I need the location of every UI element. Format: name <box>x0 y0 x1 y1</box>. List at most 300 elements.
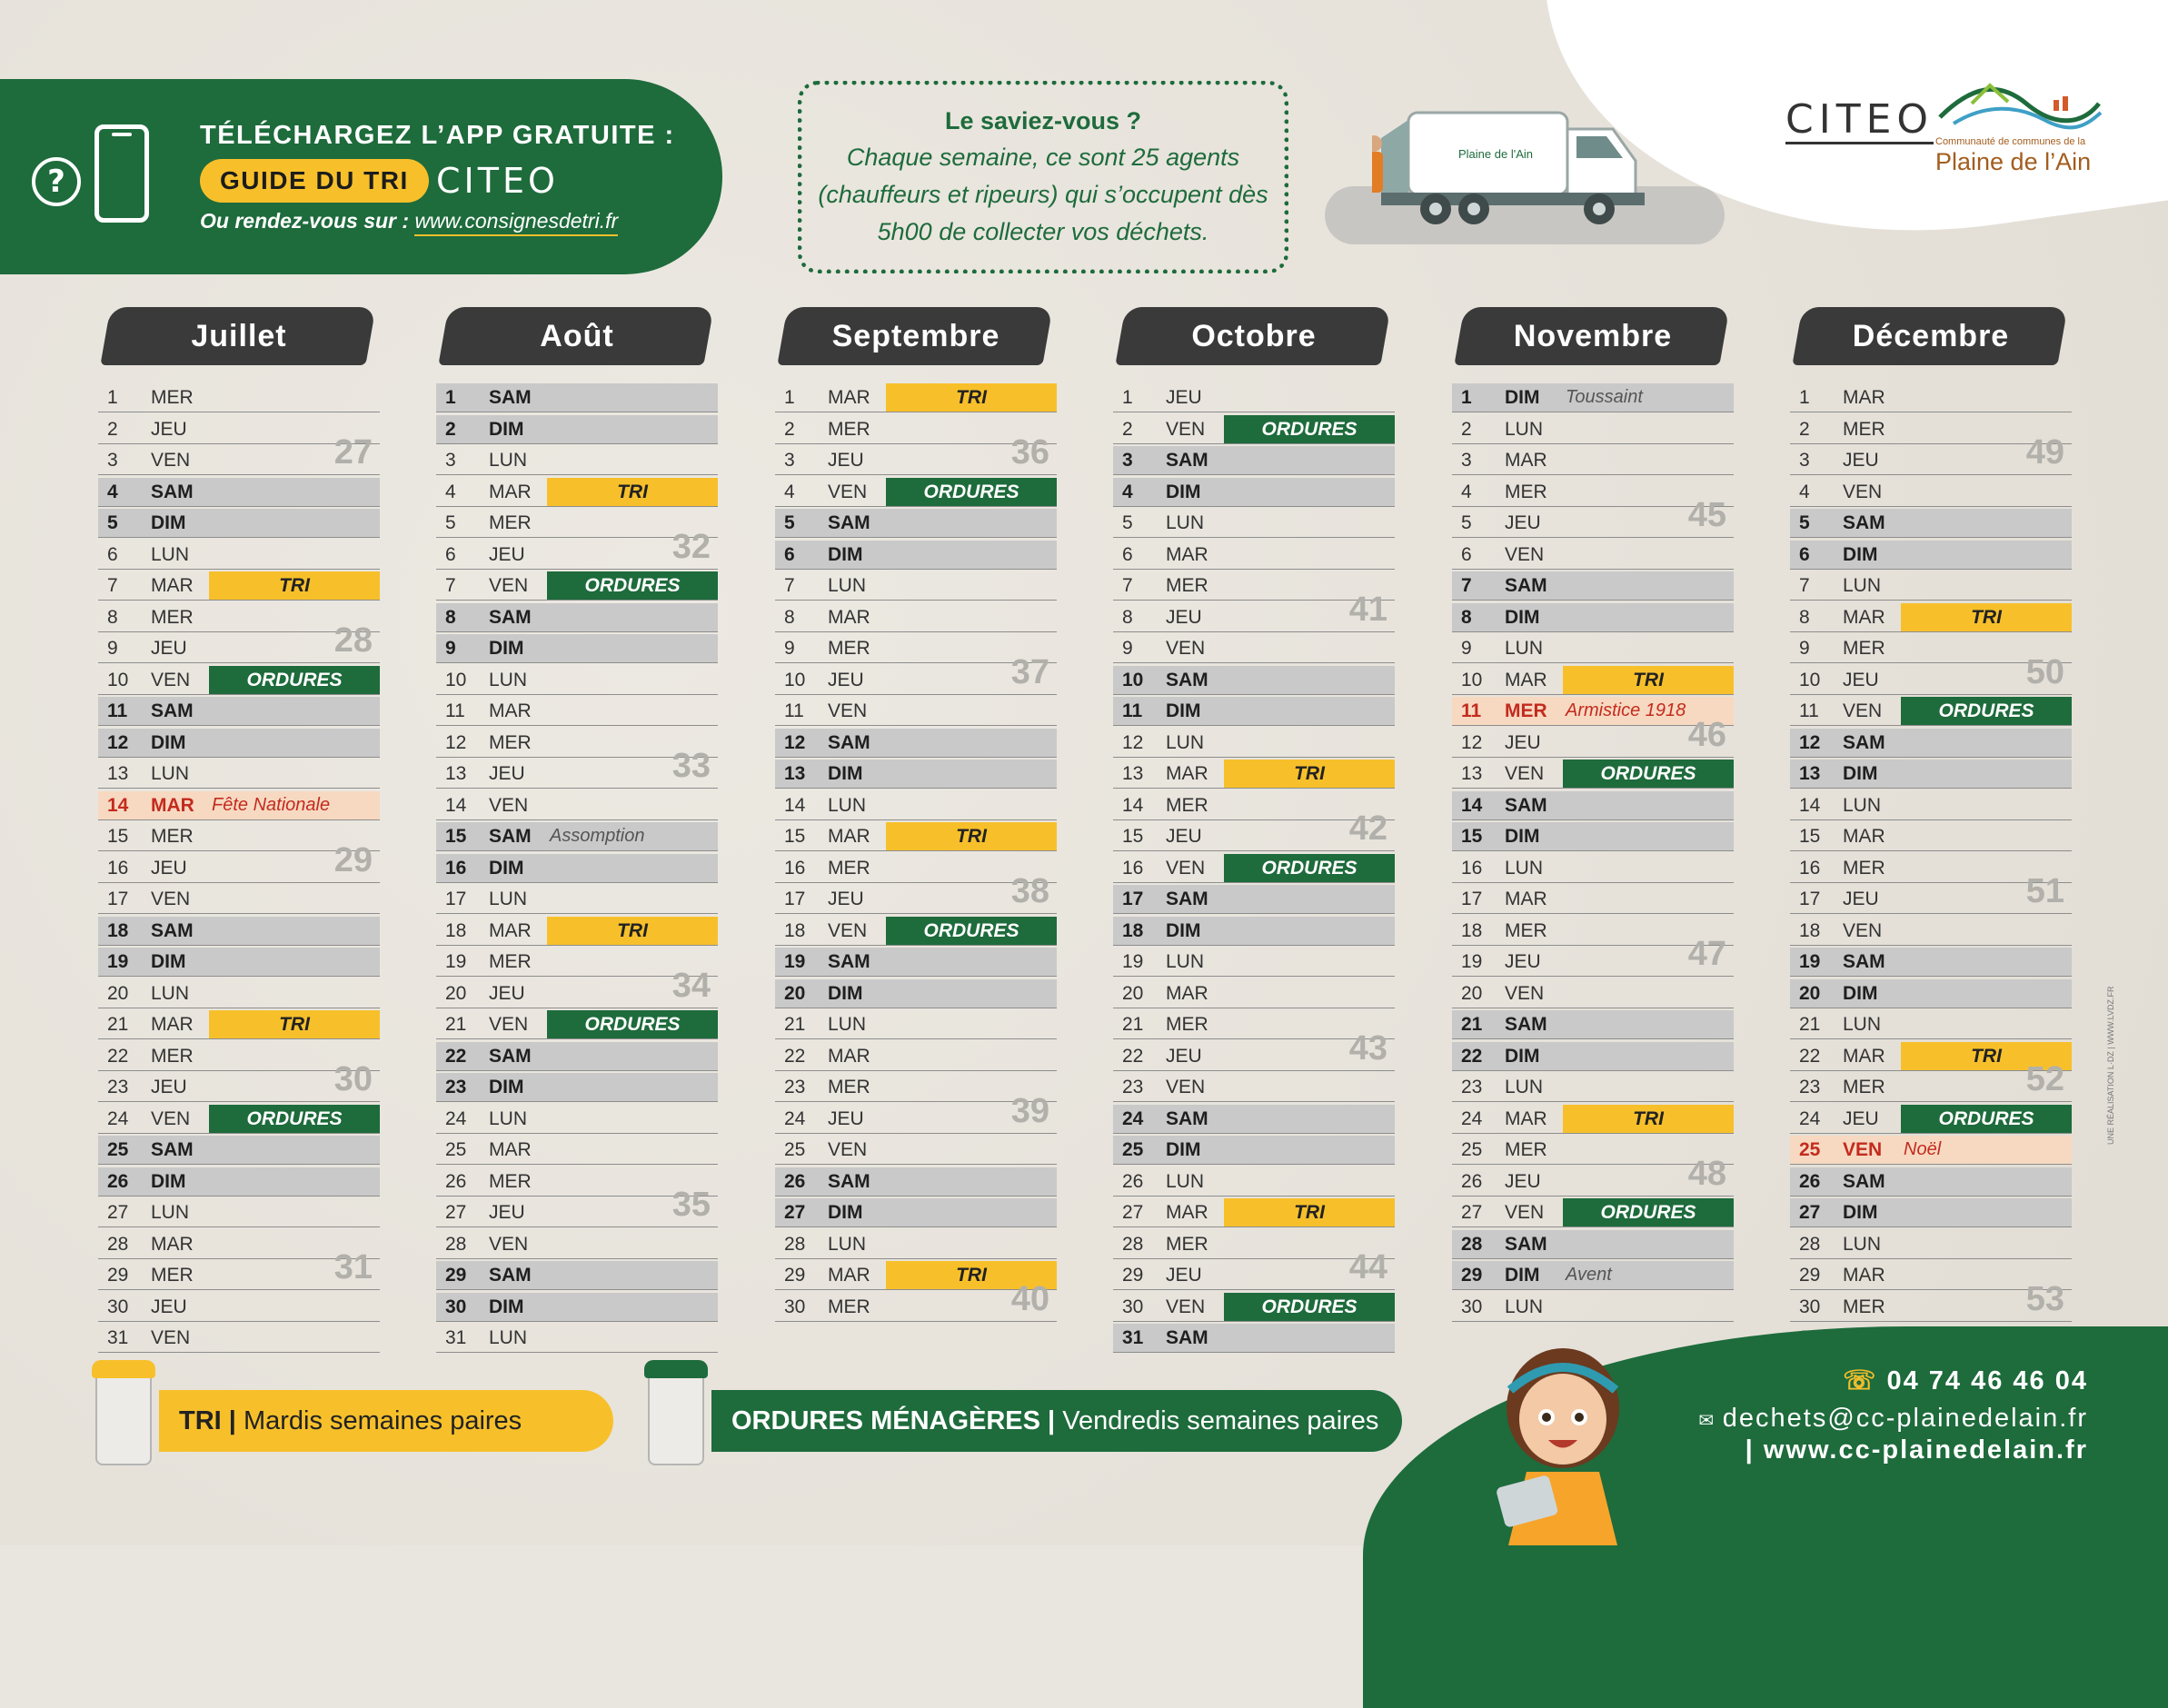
day-of-week: SAM <box>1166 669 1208 690</box>
day-of-week: SAM <box>151 481 194 502</box>
day-row <box>436 478 718 507</box>
day-number: 8 <box>1461 606 1472 628</box>
day-number: 28 <box>1799 1233 1821 1255</box>
day-of-week: MAR <box>1843 1045 1885 1067</box>
day-of-week: MER <box>1843 857 1885 879</box>
day-number: 26 <box>445 1170 467 1192</box>
ordures-collection-tag: ORDURES <box>886 478 1057 506</box>
day-of-week: DIM <box>489 1077 524 1097</box>
ordures-collection-tag: ORDURES <box>1224 415 1395 443</box>
day-number: 6 <box>1122 543 1133 565</box>
day-row <box>1452 760 1734 789</box>
day-row <box>98 840 380 883</box>
day-of-week: VEN <box>151 669 191 690</box>
day-number: 10 <box>1461 669 1483 690</box>
day-row <box>436 383 718 412</box>
day-of-week: SAM <box>151 919 194 941</box>
day-of-week: JEU <box>1843 889 1879 909</box>
day-of-week: MAR <box>489 1139 532 1160</box>
ordures-collection-tag: ORDURES <box>209 666 380 694</box>
day-row <box>1452 1010 1734 1039</box>
day-number: 20 <box>1122 982 1144 1004</box>
week-number: 46 <box>1687 715 1726 754</box>
day-number: 2 <box>1461 418 1472 440</box>
holiday-note: Toussaint <box>1566 387 1643 407</box>
holiday-note: Noël <box>1904 1139 1942 1159</box>
day-number: 15 <box>445 826 467 847</box>
day-row <box>1452 1293 1734 1322</box>
day-number: 29 <box>1461 1265 1483 1286</box>
day-of-week: SAM <box>489 826 532 847</box>
day-of-week: MER <box>1166 1014 1208 1035</box>
day-row <box>1452 854 1734 883</box>
day-number: 11 <box>1799 700 1819 721</box>
day-number: 24 <box>107 1107 129 1129</box>
week-number: 52 <box>2025 1060 2064 1098</box>
day-number: 22 <box>1461 1045 1483 1067</box>
day-of-week: MAR <box>828 606 870 628</box>
day-of-week: DIM <box>1505 826 1540 847</box>
smartphone-icon <box>94 124 149 223</box>
week-number: 42 <box>1348 809 1387 848</box>
legend-ordures <box>711 1390 1402 1452</box>
day-of-week: MER <box>1166 575 1208 596</box>
day-of-week: MAR <box>151 794 194 816</box>
day-row <box>436 527 718 570</box>
day-of-week: VEN <box>828 700 868 721</box>
day-row <box>436 1073 718 1102</box>
day-of-week: LUN <box>489 889 528 909</box>
cc-logo-name: Plaine de l’Ain <box>1935 148 2092 175</box>
day-row <box>98 948 380 977</box>
day-number: 7 <box>1799 575 1810 596</box>
day-of-week: MER <box>1505 481 1547 502</box>
day-of-week: MER <box>151 387 194 408</box>
day-of-week: VEN <box>1166 1296 1206 1317</box>
day-row <box>1790 1105 2072 1134</box>
day-number: 8 <box>445 606 456 628</box>
day-row <box>1113 478 1395 507</box>
day-of-week: MER <box>1505 919 1547 941</box>
day-number: 17 <box>1461 889 1483 909</box>
day-number: 3 <box>1122 450 1133 471</box>
day-number: 12 <box>1122 731 1144 753</box>
week-number: 48 <box>1687 1154 1726 1193</box>
day-number: 1 <box>107 387 118 408</box>
ordures-collection-tag: ORDURES <box>1563 1198 1734 1226</box>
day-number: 13 <box>1461 763 1483 784</box>
tri-collection-tag: TRI <box>1224 760 1395 788</box>
tri-collection-tag: TRI <box>209 1010 380 1038</box>
day-of-week: SAM <box>151 1139 194 1160</box>
day-number: 28 <box>784 1233 806 1255</box>
phone-icon: ☏ <box>1843 1366 1887 1395</box>
day-row <box>1790 541 2072 570</box>
day-number: 19 <box>107 951 129 972</box>
day-number: 15 <box>107 826 129 847</box>
green-bin-icon <box>648 1367 704 1465</box>
day-row <box>98 1060 380 1102</box>
day-of-week: VEN <box>1505 763 1545 784</box>
day-of-week: VEN <box>828 1139 868 1160</box>
day-number: 26 <box>1799 1170 1821 1192</box>
day-row <box>1113 917 1395 946</box>
day-row <box>436 446 718 475</box>
week-number: 32 <box>671 527 711 566</box>
day-number: 21 <box>107 1014 129 1035</box>
day-row <box>98 1324 380 1353</box>
day-row <box>98 383 380 412</box>
day-number: 4 <box>784 481 795 502</box>
day-row <box>775 1230 1057 1259</box>
day-number: 4 <box>1122 481 1133 502</box>
ordures-collection-tag: ORDURES <box>1563 760 1734 788</box>
day-row <box>775 872 1057 914</box>
day-row <box>1113 760 1395 789</box>
day-row <box>436 1136 718 1165</box>
day-of-week: MAR <box>1166 763 1208 784</box>
day-number: 12 <box>107 731 129 753</box>
day-number: 8 <box>107 606 118 628</box>
citeo-logo-small: CITEO <box>436 161 559 201</box>
week-number: 53 <box>2025 1279 2064 1318</box>
day-number: 15 <box>1461 826 1483 847</box>
day-of-week: VEN <box>151 450 191 471</box>
day-row <box>98 541 380 570</box>
day-of-week: SAM <box>489 1265 532 1286</box>
day-row <box>1790 948 2072 977</box>
day-of-week: VEN <box>1166 638 1206 659</box>
day-of-week: JEU <box>151 857 187 879</box>
day-row <box>1790 1167 2072 1197</box>
week-number: 29 <box>333 840 373 879</box>
week-number: 34 <box>671 966 711 1005</box>
day-of-week: DIM <box>151 512 186 533</box>
day-of-week: DIM <box>151 1170 186 1192</box>
cc-logo-small-text: Communauté de communes de la <box>1935 136 2086 147</box>
day-row <box>1790 979 2072 1008</box>
day-number: 7 <box>445 575 456 596</box>
day-number: 17 <box>445 889 467 909</box>
tri-collection-tag: TRI <box>547 478 718 506</box>
day-of-week: SAM <box>1166 889 1208 909</box>
day-of-week: MAR <box>151 575 194 596</box>
day-number: 28 <box>1461 1233 1483 1255</box>
day-of-week: SAM <box>1505 1233 1547 1255</box>
day-of-week: JEU <box>1166 606 1202 628</box>
day-row <box>98 1136 380 1165</box>
ordures-collection-tag: ORDURES <box>1901 697 2072 725</box>
day-number: 16 <box>1799 857 1821 879</box>
day-number: 24 <box>1122 1107 1144 1129</box>
holiday-note: Armistice 1918 <box>1566 700 1686 720</box>
ordures-collection-tag: ORDURES <box>547 571 718 600</box>
day-row <box>1113 948 1395 977</box>
day-number: 10 <box>1799 669 1821 690</box>
day-number: 19 <box>1461 951 1483 972</box>
day-of-week: MAR <box>489 919 532 941</box>
day-number: 25 <box>107 1139 129 1160</box>
day-of-week: MAR <box>828 1045 870 1067</box>
day-number: 29 <box>107 1265 129 1286</box>
tri-collection-tag: TRI <box>886 383 1057 412</box>
day-of-week: LUN <box>828 794 867 816</box>
day-row <box>1452 1261 1734 1290</box>
day-number: 17 <box>784 889 806 909</box>
day-of-week: DIM <box>1843 543 1878 565</box>
day-of-week: MAR <box>828 1265 870 1286</box>
day-number: 9 <box>445 638 456 659</box>
tri-collection-tag: TRI <box>1901 603 2072 631</box>
contact-email[interactable]: ✉ dechets@cc-plainedelain.fr <box>1698 1404 2088 1433</box>
day-row <box>1452 666 1734 695</box>
day-of-week: SAM <box>828 1170 870 1192</box>
day-of-week: MER <box>151 1265 194 1286</box>
day-of-week: LUN <box>828 1014 867 1035</box>
day-row <box>1790 1060 2072 1102</box>
day-of-week: JEU <box>489 982 525 1004</box>
day-number: 25 <box>445 1139 467 1160</box>
day-number: 27 <box>445 1202 467 1223</box>
yellow-bin-icon <box>95 1367 152 1465</box>
day-number: 2 <box>1122 418 1133 440</box>
holiday-note: Assomption <box>550 826 645 846</box>
day-of-week: VEN <box>1166 1077 1206 1097</box>
day-number: 17 <box>1799 889 1821 909</box>
day-row <box>1790 1230 2072 1259</box>
day-of-week: LUN <box>489 669 528 690</box>
day-of-week: JEU <box>1166 826 1202 847</box>
day-number: 20 <box>784 982 806 1004</box>
day-of-week: MER <box>828 638 870 659</box>
day-number: 27 <box>1122 1202 1144 1223</box>
day-row <box>1452 541 1734 570</box>
day-number: 9 <box>107 638 118 659</box>
day-number: 23 <box>1461 1077 1483 1097</box>
day-row <box>1113 509 1395 538</box>
day-number: 18 <box>1122 919 1144 941</box>
day-row <box>1452 446 1734 475</box>
day-row <box>1790 652 2072 695</box>
day-number: 1 <box>445 387 456 408</box>
day-number: 21 <box>1799 1014 1821 1035</box>
guide-du-tri-badge: GUIDE DU TRI <box>200 159 429 203</box>
day-number: 18 <box>107 919 129 941</box>
day-number: 1 <box>1461 387 1472 408</box>
day-row <box>1452 979 1734 1008</box>
day-number: 13 <box>1799 763 1821 784</box>
day-number: 18 <box>1799 919 1821 941</box>
day-of-week: DIM <box>1166 1139 1201 1160</box>
day-row <box>1452 571 1734 601</box>
day-of-week: LUN <box>151 543 190 565</box>
week-number: 39 <box>1010 1091 1049 1130</box>
day-number: 7 <box>107 575 118 596</box>
day-number: 23 <box>784 1077 806 1097</box>
day-row <box>98 697 380 726</box>
day-of-week: JEU <box>1505 512 1541 533</box>
day-row <box>1452 791 1734 820</box>
day-of-week: MAR <box>828 387 870 408</box>
contact-phone[interactable]: ☏ 04 74 46 46 04 <box>1843 1366 2088 1395</box>
day-number: 11 <box>445 700 465 721</box>
day-row <box>98 885 380 914</box>
ordures-collection-tag: ORDURES <box>1224 1293 1395 1321</box>
day-number: 30 <box>1799 1296 1821 1317</box>
day-of-week: MER <box>489 512 532 533</box>
day-row <box>1452 496 1734 538</box>
day-of-week: JEU <box>1166 1265 1202 1286</box>
week-number: 30 <box>333 1060 373 1098</box>
day-of-week: MAR <box>1166 1202 1208 1223</box>
day-of-week: SAM <box>1505 575 1547 596</box>
day-number: 12 <box>1461 731 1483 753</box>
day-number: 14 <box>1799 794 1821 816</box>
week-number: 51 <box>2025 872 2064 910</box>
day-row <box>1452 415 1734 444</box>
day-number: 16 <box>1122 857 1144 879</box>
day-number: 7 <box>784 575 795 596</box>
day-row <box>1790 697 2072 726</box>
day-row <box>775 1136 1057 1165</box>
day-number: 11 <box>1122 700 1143 721</box>
day-row <box>436 885 718 914</box>
day-of-week: JEU <box>151 638 187 659</box>
day-of-week: JEU <box>828 1107 864 1129</box>
day-row <box>1452 1230 1734 1259</box>
day-number: 14 <box>107 794 129 816</box>
month-column <box>775 307 1057 1324</box>
day-number: 9 <box>1799 638 1810 659</box>
day-of-week: MAR <box>151 1014 194 1035</box>
day-number: 10 <box>445 669 467 690</box>
day-of-week: JEU <box>151 1296 187 1317</box>
day-of-week: JEU <box>828 889 864 909</box>
day-of-week: SAM <box>1505 794 1547 816</box>
day-row <box>436 1324 718 1353</box>
ordures-collection-tag: ORDURES <box>547 1010 718 1038</box>
day-row <box>98 509 380 538</box>
day-of-week: SAM <box>1843 731 1885 753</box>
day-of-week: MER <box>828 1296 870 1317</box>
day-number: 12 <box>445 731 467 753</box>
day-number: 12 <box>1799 731 1821 753</box>
week-number: 35 <box>671 1186 711 1224</box>
day-row <box>1790 603 2072 632</box>
day-number: 13 <box>445 763 467 784</box>
day-row <box>1113 590 1395 632</box>
day-number: 29 <box>1799 1265 1821 1286</box>
day-number: 6 <box>784 543 795 565</box>
day-row <box>1452 634 1734 663</box>
day-number: 28 <box>1122 1233 1144 1255</box>
mail-icon: ✉ <box>1698 1411 1723 1431</box>
day-number: 30 <box>445 1296 467 1317</box>
day-row <box>1452 1198 1734 1227</box>
legend-ordures-text: Vendredis semaines paires <box>1062 1406 1379 1435</box>
day-row <box>98 666 380 695</box>
day-of-week: SAM <box>1505 1014 1547 1035</box>
day-of-week: DIM <box>1843 763 1878 784</box>
day-number: 11 <box>784 700 804 721</box>
day-number: 29 <box>445 1265 467 1286</box>
day-of-week: LUN <box>151 1202 190 1223</box>
day-row <box>1452 935 1734 977</box>
month-column <box>1790 307 2072 1355</box>
day-of-week: LUN <box>1843 575 1882 596</box>
day-number: 29 <box>1122 1265 1144 1286</box>
day-row <box>1113 1293 1395 1322</box>
truck-logo-text: Plaine de l'Ain <box>1458 147 1533 161</box>
day-row <box>436 854 718 883</box>
day-number: 9 <box>1461 638 1472 659</box>
day-row <box>1452 1073 1734 1102</box>
day-row <box>775 571 1057 601</box>
contact-website[interactable]: | www.cc-plainedelain.fr <box>1745 1435 2088 1465</box>
day-number: 14 <box>784 794 806 816</box>
day-row <box>436 666 718 695</box>
day-number: 18 <box>445 919 467 941</box>
day-row <box>98 917 380 946</box>
legend-tri-label: TRI | <box>179 1406 236 1435</box>
day-number: 10 <box>784 669 806 690</box>
day-row <box>436 634 718 663</box>
day-of-week: SAM <box>489 606 532 628</box>
day-number: 22 <box>445 1045 467 1067</box>
info-text: Chaque semaine, ce sont 25 agents (chauffeurs et ripeurs) qui s’occupent dès 5h00 de collecter vos déchets. <box>818 144 1268 245</box>
day-row <box>775 433 1057 475</box>
day-number: 21 <box>1122 1014 1144 1035</box>
day-of-week: JEU <box>489 1202 525 1223</box>
day-number: 7 <box>1122 575 1133 596</box>
day-row <box>98 1198 380 1227</box>
day-of-week: DIM <box>489 418 524 440</box>
day-row <box>1113 1324 1395 1353</box>
day-number: 5 <box>1461 512 1472 533</box>
day-row <box>98 1010 380 1039</box>
day-number: 18 <box>1461 919 1483 941</box>
day-of-week: MER <box>828 1077 870 1097</box>
day-of-week: MER <box>1166 794 1208 816</box>
day-of-week: MER <box>489 731 532 753</box>
day-row <box>1113 1105 1395 1134</box>
day-number: 22 <box>1799 1045 1821 1067</box>
day-number: 25 <box>784 1139 806 1160</box>
legend-tri <box>159 1390 613 1452</box>
month-name: Août <box>540 319 614 353</box>
day-number: 27 <box>1461 1202 1483 1223</box>
day-of-week: SAM <box>828 951 870 972</box>
day-row <box>1452 885 1734 914</box>
day-of-week: VEN <box>1843 481 1883 502</box>
day-of-week: JEU <box>1505 951 1541 972</box>
day-number: 19 <box>1122 951 1144 972</box>
day-number: 25 <box>1122 1139 1144 1160</box>
day-row <box>98 760 380 789</box>
tri-collection-tag: TRI <box>1901 1042 2072 1070</box>
day-number: 4 <box>1799 481 1810 502</box>
day-of-week: SAM <box>1843 512 1885 533</box>
consignes-link[interactable]: www.consignesdetri.fr <box>414 209 618 236</box>
day-row <box>436 966 718 1008</box>
day-number: 5 <box>1799 512 1810 533</box>
day-number: 3 <box>1799 450 1810 471</box>
day-number: 14 <box>1122 794 1144 816</box>
day-of-week: MER <box>828 418 870 440</box>
day-number: 19 <box>1799 951 1821 972</box>
day-row <box>98 791 380 820</box>
day-number: 24 <box>1799 1107 1821 1129</box>
